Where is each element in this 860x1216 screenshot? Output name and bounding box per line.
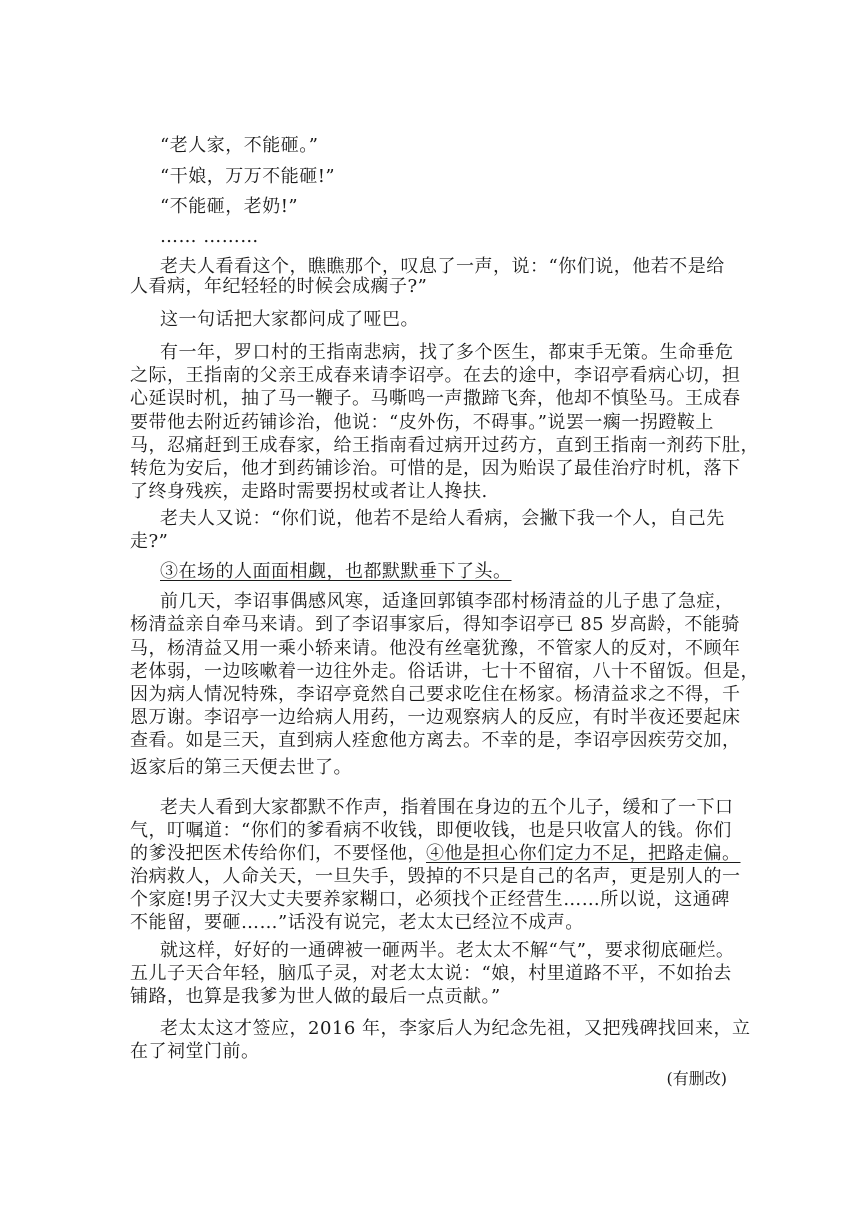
paragraph-line: 因为病人情况特殊，李诏亭竟然自己要求吃住在杨家。杨清益求之不得，千 (130, 684, 741, 705)
paragraph-line: 转危为安后，他才到药铺诊治。可惜的是，因为贻误了最佳治疗时机，落下 (130, 458, 741, 479)
paragraph-line: 五儿子天合年轻，脑瓜子灵，对老太太说：“娘，村里道路不平，不如抬去 (130, 963, 732, 984)
paragraph-line: 查看。如是三天，直到病人痊愈他方离去。不幸的是，李诏亭因疾劳交加， (130, 730, 741, 751)
dialogue-line: “不能砸，老奶!” (160, 196, 299, 217)
dialogue-line: “干娘，万万不能砸!” (160, 166, 336, 187)
paragraph-line: 个家庭!男子汉大丈夫要养家糊口，必须找个正经营生……所以说，这通碑 (130, 889, 730, 910)
paragraph-line: 治病救人，人命关天，一旦失手，毁掉的不只是自己的名声，更是别人的一 (130, 866, 741, 887)
paragraph-line: 前几天，李诏事偶感风寒，适逢回郭镇李邵村杨清益的儿子患了急症， (160, 591, 734, 612)
paragraph-line: 在了祠堂门前。 (130, 1041, 260, 1062)
paragraph-line: 马，忍痛赶到王成春家，给王指南看过病开过药方，直到王指南一剂药下肚， (130, 435, 759, 456)
paragraph-line: 要带他去附近药铺诊治，他说：“皮外伤，不碍事。”说罢一瘸一拐蹬鞍上 (130, 412, 714, 433)
paragraph-line: 人看病，年纪轻轻的时候会成瘸子?” (130, 276, 428, 297)
paragraph-line: 老体弱，一边咳嗽着一边往外走。俗话讲，七十不留宿，八十不留饭。但是， (130, 661, 759, 682)
underlined-sentence-3: ③在场的人面面相觑，也都默默垂下了头。 (160, 561, 512, 582)
paragraph-line: 返家后的第三天便去世了。 (130, 757, 352, 778)
paragraph-line: 杨清益亲自牵马来请。到了李诏事家后，得知李诏亭已 85 岁高龄，不能骑 (130, 614, 740, 635)
paragraph-line: 这一句话把大家都问成了哑巴。 (160, 309, 419, 330)
paragraph-line: 恩万谢。李诏亭一边给病人用药，一边观察病人的反应，有时半夜还要起床 (130, 707, 741, 728)
paragraph-line: 走?” (130, 531, 169, 552)
paragraph-line: 就这样，好好的一通碑被一砸两半。老太太不解“气”，要求彻底砸烂。 (160, 940, 735, 961)
paragraph-line: 铺路，也算是我爹为世人做的最后一点贡献。” (130, 986, 501, 1007)
paragraph-line: 老夫人又说：“你们说，他若不是给人看病，会撇下我一个人，自己先 (160, 508, 725, 529)
paragraph-line: 不能留，要砸……”话没有说完，老太太已经泣不成声。 (130, 912, 584, 933)
paragraph-line: 马，杨清益又用一乘小轿来请。他没有丝毫犹豫，不管家人的反对，不顾年 (130, 638, 741, 659)
dialogue-line: “老人家，不能砸。” (160, 135, 319, 156)
ellipsis-line: …… ……… (160, 226, 259, 247)
paragraph-line (130, 843, 741, 865)
underlined-sentence-4: ④他是担心你们定力不足，把路走偏。 (426, 843, 741, 864)
paragraph-line: 心延误时机，抽了马一鞭子。马嘶鸣一声撒蹄飞奔，他却不慎坠马。王成春 (130, 388, 741, 409)
paragraph-line: 气，叮嘱道：“你们的爹看病不收钱，即便收钱，也是只收富人的钱。你们 (130, 820, 732, 841)
paragraph-line: 之际，王指南的父亲王成春来请李诏亭。在去的途中，李诏亭看病心切，担 (130, 365, 741, 386)
paragraph-line: 有一年，罗口村的王指南悲病，找了多个医生，都束手无策。生命垂危 (160, 342, 734, 363)
edit-note: (有删改) (666, 1069, 727, 1088)
paragraph-line: 老太太这才签应，2016 年，李家后人为纪念先祖，又把残碑找回来，立 (160, 1018, 751, 1039)
paragraph-line: 了终身残疾，走路时需要拐杖或者让人搀扶. (130, 481, 488, 502)
paragraph-text: 的爹没把医术传给你们，不要怪他， (130, 843, 426, 864)
paragraph-line: 老夫人看到大家都默不作声，指着围在身边的五个儿子，缓和了一下口 (160, 797, 734, 818)
paragraph-line: 老夫人看看这个，瞧瞧那个，叹息了一声，说：“你们说，他若不是给 (160, 256, 725, 277)
